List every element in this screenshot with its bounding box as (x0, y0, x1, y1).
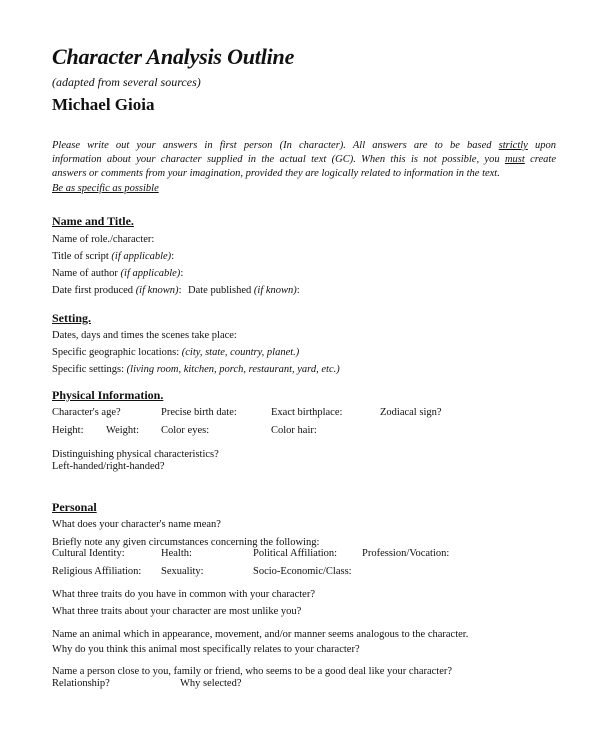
field-analogous-animal: Name an animal which in appearance, movement, and/or manner seems analogous to the character. (52, 629, 469, 640)
field-birth-date: Precise birth date: (161, 407, 237, 418)
field-scene-dates: Dates, days and times the scenes take place: (52, 330, 237, 341)
field-author: Name of author (if applicable): (52, 268, 184, 279)
field-eye-color: Color eyes: (161, 425, 210, 436)
field-age: Character's age? (52, 407, 121, 418)
field-religious-affiliation: Religious Affiliation: (52, 566, 142, 577)
field-date-first-produced: Date first produced (if known): (52, 285, 182, 296)
field-handedness: Left-handed/right-handed? (52, 461, 165, 472)
field-circumstances-intro: Briefly note any given circumstances concerning the following: (52, 537, 320, 548)
instructions-line-2: information about your character supplied in the actual text (GC). When this is not possible, you must create (52, 154, 556, 166)
field-name-meaning: What does your character's name mean? (52, 519, 221, 530)
field-geographic-locations: Specific geographic locations: (city, state, country, planet.) (52, 347, 300, 358)
section-heading-setting: Setting. (52, 311, 91, 325)
field-hair-color: Color hair: (271, 425, 317, 436)
field-weight: Weight: (106, 425, 139, 436)
field-zodiac-sign: Zodiacal sign? (380, 407, 442, 418)
field-health: Health: (161, 548, 192, 559)
document-title: Character Analysis Outline (52, 44, 295, 69)
field-political-affiliation: Political Affiliation: (253, 548, 338, 559)
field-sexuality: Sexuality: (161, 566, 204, 577)
field-distinguishing-characteristics: Distinguishing physical characteristics? (52, 449, 219, 460)
field-similar-person: Name a person close to you, family or friend, who seems to be a good deal like your character? (52, 666, 453, 677)
document-subtitle: (adapted from several sources) (52, 75, 201, 89)
field-role: Name of role./character: (52, 234, 155, 245)
author-name: Michael Gioia (52, 95, 155, 114)
section-heading-physical: Physical Information. (52, 388, 164, 402)
field-specific-settings: Specific settings: (living room, kitchen, porch, restaurant, yard, etc.) (52, 364, 340, 375)
emphasis-must: must (504, 154, 525, 166)
field-profession: Profession/Vocation: (362, 548, 450, 559)
field-traits-unlike: What three traits about your character are most unlike you? (52, 606, 302, 617)
instructions-paragraph (52, 139, 556, 196)
field-date-published: Date published (if known): (188, 285, 300, 296)
field-height: Height: (52, 425, 84, 436)
field-why-selected: Why selected? (180, 678, 242, 689)
field-script-title: Title of script (if applicable): (52, 251, 175, 262)
emphasis-strictly: strictly (498, 140, 528, 151)
instructions-line-1: Please write out your answers in first person (In character). All answers are to be based strictly upon (52, 140, 556, 151)
field-socio-economic-class: Socio-Economic/Class: (253, 566, 352, 577)
field-animal-reason: Why do you think this animal most specifically relates to your character? (52, 644, 360, 655)
section-heading-personal: Personal (52, 500, 97, 514)
field-traits-in-common: What three traits do you have in common with your character? (52, 589, 315, 600)
section-heading-name-title: Name and Title. (52, 214, 134, 228)
field-birthplace: Exact birthplace: (271, 407, 343, 418)
field-cultural-identity: Cultural Identity: (52, 548, 125, 559)
instructions-line-3: answers or comments from your imagination, provided they are logically related to information in the text. (52, 168, 500, 180)
instructions-line-4: Be as specific as possible (52, 182, 159, 194)
field-relationship: Relationship? (52, 678, 110, 689)
